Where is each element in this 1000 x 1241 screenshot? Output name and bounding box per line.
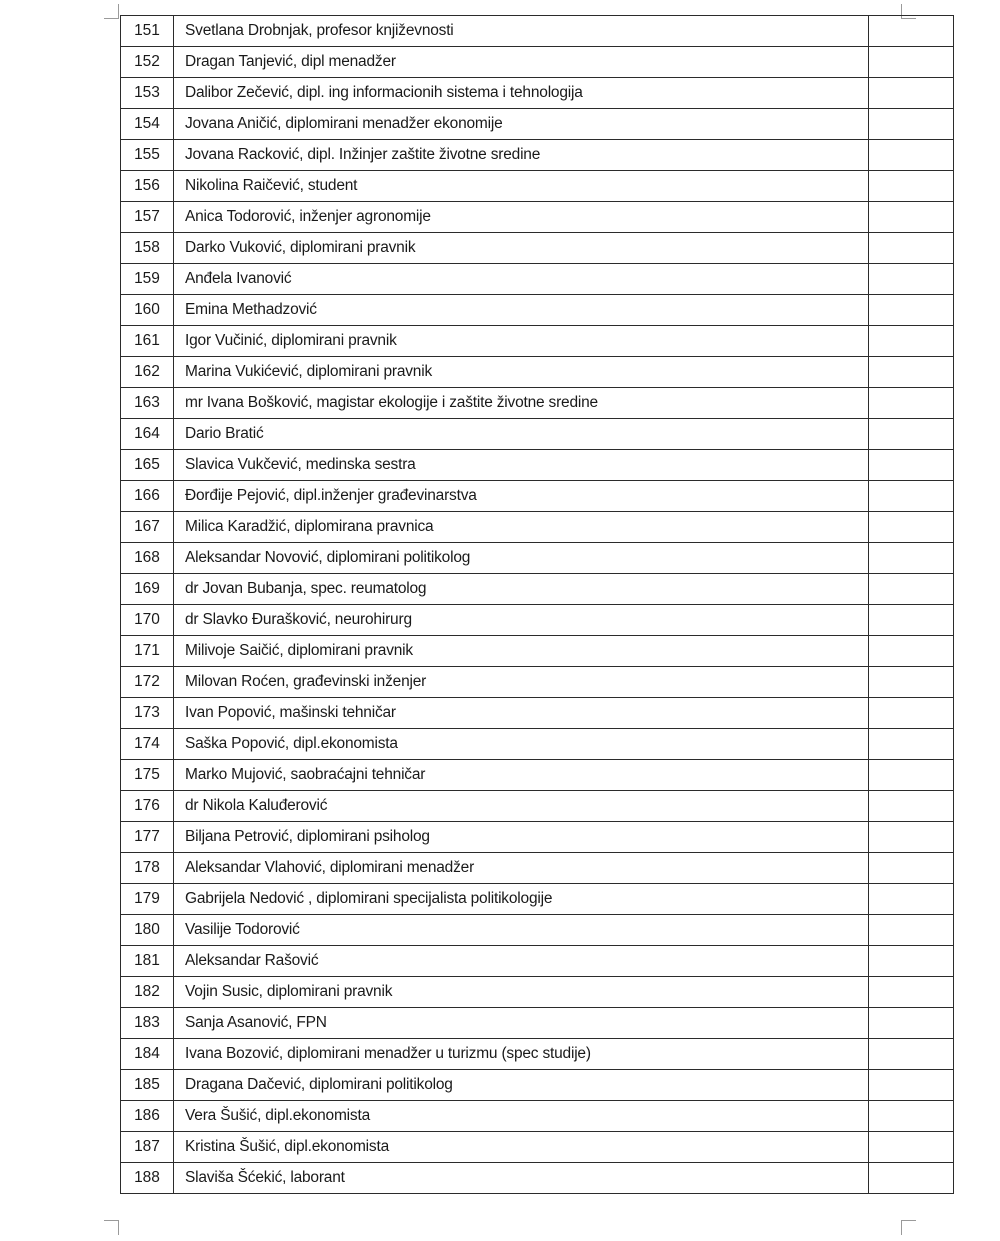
row-number: 153 — [121, 78, 174, 109]
empty-cell — [869, 202, 954, 233]
empty-cell — [869, 481, 954, 512]
row-number: 156 — [121, 171, 174, 202]
table-row — [121, 760, 954, 791]
empty-cell — [869, 636, 954, 667]
empty-cell — [869, 295, 954, 326]
empty-cell — [869, 667, 954, 698]
candidate-name: Vojin Susic, diplomirani pravnik — [174, 977, 869, 1008]
page-corner-mark — [901, 1220, 916, 1235]
candidate-list-table — [120, 15, 954, 1194]
candidate-name: Vasilije Todorović — [174, 915, 869, 946]
candidate-name: dr Jovan Bubanja, spec. reumatolog — [174, 574, 869, 605]
candidate-name: Marina Vukićević, diplomirani pravnik — [174, 357, 869, 388]
row-number: 168 — [121, 543, 174, 574]
candidate-name: Dragan Tanjević, dipl menadžer — [174, 47, 869, 78]
empty-cell — [869, 109, 954, 140]
empty-cell — [869, 605, 954, 636]
table-row — [121, 109, 954, 140]
row-number: 178 — [121, 853, 174, 884]
row-number: 151 — [121, 16, 174, 47]
empty-cell — [869, 729, 954, 760]
table-row — [121, 419, 954, 450]
table-row — [121, 1070, 954, 1101]
row-number: 175 — [121, 760, 174, 791]
row-number: 155 — [121, 140, 174, 171]
candidate-name: dr Nikola Kaluđerović — [174, 791, 869, 822]
candidate-name: Dragana Dačević, diplomirani politikolog — [174, 1070, 869, 1101]
candidate-name: Emina Methadzović — [174, 295, 869, 326]
table-row — [121, 791, 954, 822]
table-row — [121, 667, 954, 698]
empty-cell — [869, 47, 954, 78]
empty-cell — [869, 884, 954, 915]
candidate-name: Sanja Asanović, FPN — [174, 1008, 869, 1039]
row-number: 162 — [121, 357, 174, 388]
empty-cell — [869, 419, 954, 450]
candidate-name: Kristina Šušić, dipl.ekonomista — [174, 1132, 869, 1163]
page-corner-mark — [104, 1220, 119, 1235]
candidate-name: Jovana Aničić, diplomirani menadžer ekonomije — [174, 109, 869, 140]
candidate-name: Darko Vuković, diplomirani pravnik — [174, 233, 869, 264]
table-row — [121, 1101, 954, 1132]
empty-cell — [869, 171, 954, 202]
candidate-name: Aleksandar Rašović — [174, 946, 869, 977]
row-number: 180 — [121, 915, 174, 946]
empty-cell — [869, 760, 954, 791]
empty-cell — [869, 574, 954, 605]
row-number: 172 — [121, 667, 174, 698]
row-number: 161 — [121, 326, 174, 357]
row-number: 164 — [121, 419, 174, 450]
candidate-name: Aleksandar Vlahović, diplomirani menadžer — [174, 853, 869, 884]
row-number: 169 — [121, 574, 174, 605]
table-row — [121, 295, 954, 326]
row-number: 176 — [121, 791, 174, 822]
row-number: 165 — [121, 450, 174, 481]
table-row — [121, 605, 954, 636]
candidate-name: mr Ivana Bošković, magistar ekologije i zaštite životne sredine — [174, 388, 869, 419]
candidate-name: Slaviša Šćekić, laborant — [174, 1163, 869, 1194]
table-row — [121, 853, 954, 884]
table-row — [121, 636, 954, 667]
table-row — [121, 543, 954, 574]
table-row — [121, 233, 954, 264]
empty-cell — [869, 512, 954, 543]
row-number: 160 — [121, 295, 174, 326]
empty-cell — [869, 357, 954, 388]
row-number: 159 — [121, 264, 174, 295]
candidate-name: Gabrijela Nedović , diplomirani specijalista politikologije — [174, 884, 869, 915]
candidate-name: Jovana Racković, dipl. Inžinjer zaštite životne sredine — [174, 140, 869, 171]
candidate-name: Đorđije Pejović, dipl.inženjer građevinarstva — [174, 481, 869, 512]
candidate-name: Aleksandar Novović, diplomirani politikolog — [174, 543, 869, 574]
empty-cell — [869, 140, 954, 171]
row-number: 171 — [121, 636, 174, 667]
candidate-name: Anica Todorović, inženjer agronomije — [174, 202, 869, 233]
row-number: 184 — [121, 1039, 174, 1070]
candidate-name: Ivan Popović, mašinski tehničar — [174, 698, 869, 729]
candidate-name: Nikolina Raičević, student — [174, 171, 869, 202]
row-number: 174 — [121, 729, 174, 760]
table-row — [121, 512, 954, 543]
table-row — [121, 78, 954, 109]
row-number: 163 — [121, 388, 174, 419]
empty-cell — [869, 791, 954, 822]
empty-cell — [869, 915, 954, 946]
candidate-name: Saška Popović, dipl.ekonomista — [174, 729, 869, 760]
table-row — [121, 481, 954, 512]
row-number: 188 — [121, 1163, 174, 1194]
candidate-name: Milica Karadžić, diplomirana pravnica — [174, 512, 869, 543]
empty-cell — [869, 1132, 954, 1163]
empty-cell — [869, 78, 954, 109]
empty-cell — [869, 853, 954, 884]
empty-cell — [869, 264, 954, 295]
empty-cell — [869, 16, 954, 47]
table-row — [121, 915, 954, 946]
table-row — [121, 1008, 954, 1039]
table-row — [121, 47, 954, 78]
candidate-name: Milivoje Saičić, diplomirani pravnik — [174, 636, 869, 667]
table-row — [121, 326, 954, 357]
row-number: 179 — [121, 884, 174, 915]
empty-cell — [869, 543, 954, 574]
empty-cell — [869, 822, 954, 853]
table-row — [121, 946, 954, 977]
empty-cell — [869, 450, 954, 481]
candidate-name: Slavica Vukčević, medinska sestra — [174, 450, 869, 481]
table-row — [121, 1039, 954, 1070]
row-number: 182 — [121, 977, 174, 1008]
candidate-name: Dalibor Zečević, dipl. ing informacionih sistema i tehnologija — [174, 78, 869, 109]
table-row — [121, 1132, 954, 1163]
candidate-name: Dario Bratić — [174, 419, 869, 450]
candidate-list-body — [121, 16, 954, 1194]
table-row — [121, 388, 954, 419]
table-row — [121, 977, 954, 1008]
row-number: 187 — [121, 1132, 174, 1163]
empty-cell — [869, 388, 954, 419]
candidate-name: Marko Mujović, saobraćajni tehničar — [174, 760, 869, 791]
row-number: 166 — [121, 481, 174, 512]
table-row — [121, 698, 954, 729]
row-number: 170 — [121, 605, 174, 636]
table-row — [121, 264, 954, 295]
empty-cell — [869, 233, 954, 264]
table-row — [121, 729, 954, 760]
candidate-name: Biljana Petrović, diplomirani psiholog — [174, 822, 869, 853]
candidate-name: Ivana Bozović, diplomirani menadžer u turizmu (spec studije) — [174, 1039, 869, 1070]
row-number: 157 — [121, 202, 174, 233]
empty-cell — [869, 977, 954, 1008]
candidate-name: dr Slavko Đurašković, neurohirurg — [174, 605, 869, 636]
row-number: 167 — [121, 512, 174, 543]
table-row — [121, 1163, 954, 1194]
table-row — [121, 171, 954, 202]
empty-cell — [869, 1008, 954, 1039]
row-number: 152 — [121, 47, 174, 78]
candidate-name: Milovan Roćen, građevinski inženjer — [174, 667, 869, 698]
row-number: 158 — [121, 233, 174, 264]
candidate-name: Svetlana Drobnjak, profesor književnosti — [174, 16, 869, 47]
empty-cell — [869, 326, 954, 357]
candidate-name: Vera Šušić, dipl.ekonomista — [174, 1101, 869, 1132]
row-number: 186 — [121, 1101, 174, 1132]
table-row — [121, 450, 954, 481]
table-row — [121, 822, 954, 853]
table-row — [121, 16, 954, 47]
table-row — [121, 140, 954, 171]
empty-cell — [869, 698, 954, 729]
row-number: 177 — [121, 822, 174, 853]
empty-cell — [869, 1163, 954, 1194]
candidate-name: Anđela Ivanović — [174, 264, 869, 295]
candidate-name: Igor Vučinić, diplomirani pravnik — [174, 326, 869, 357]
table-row — [121, 357, 954, 388]
table-row — [121, 574, 954, 605]
row-number: 173 — [121, 698, 174, 729]
row-number: 183 — [121, 1008, 174, 1039]
row-number: 185 — [121, 1070, 174, 1101]
row-number: 154 — [121, 109, 174, 140]
empty-cell — [869, 1101, 954, 1132]
empty-cell — [869, 946, 954, 977]
table-row — [121, 202, 954, 233]
empty-cell — [869, 1039, 954, 1070]
table-row — [121, 884, 954, 915]
row-number: 181 — [121, 946, 174, 977]
page-corner-mark — [104, 4, 119, 19]
empty-cell — [869, 1070, 954, 1101]
